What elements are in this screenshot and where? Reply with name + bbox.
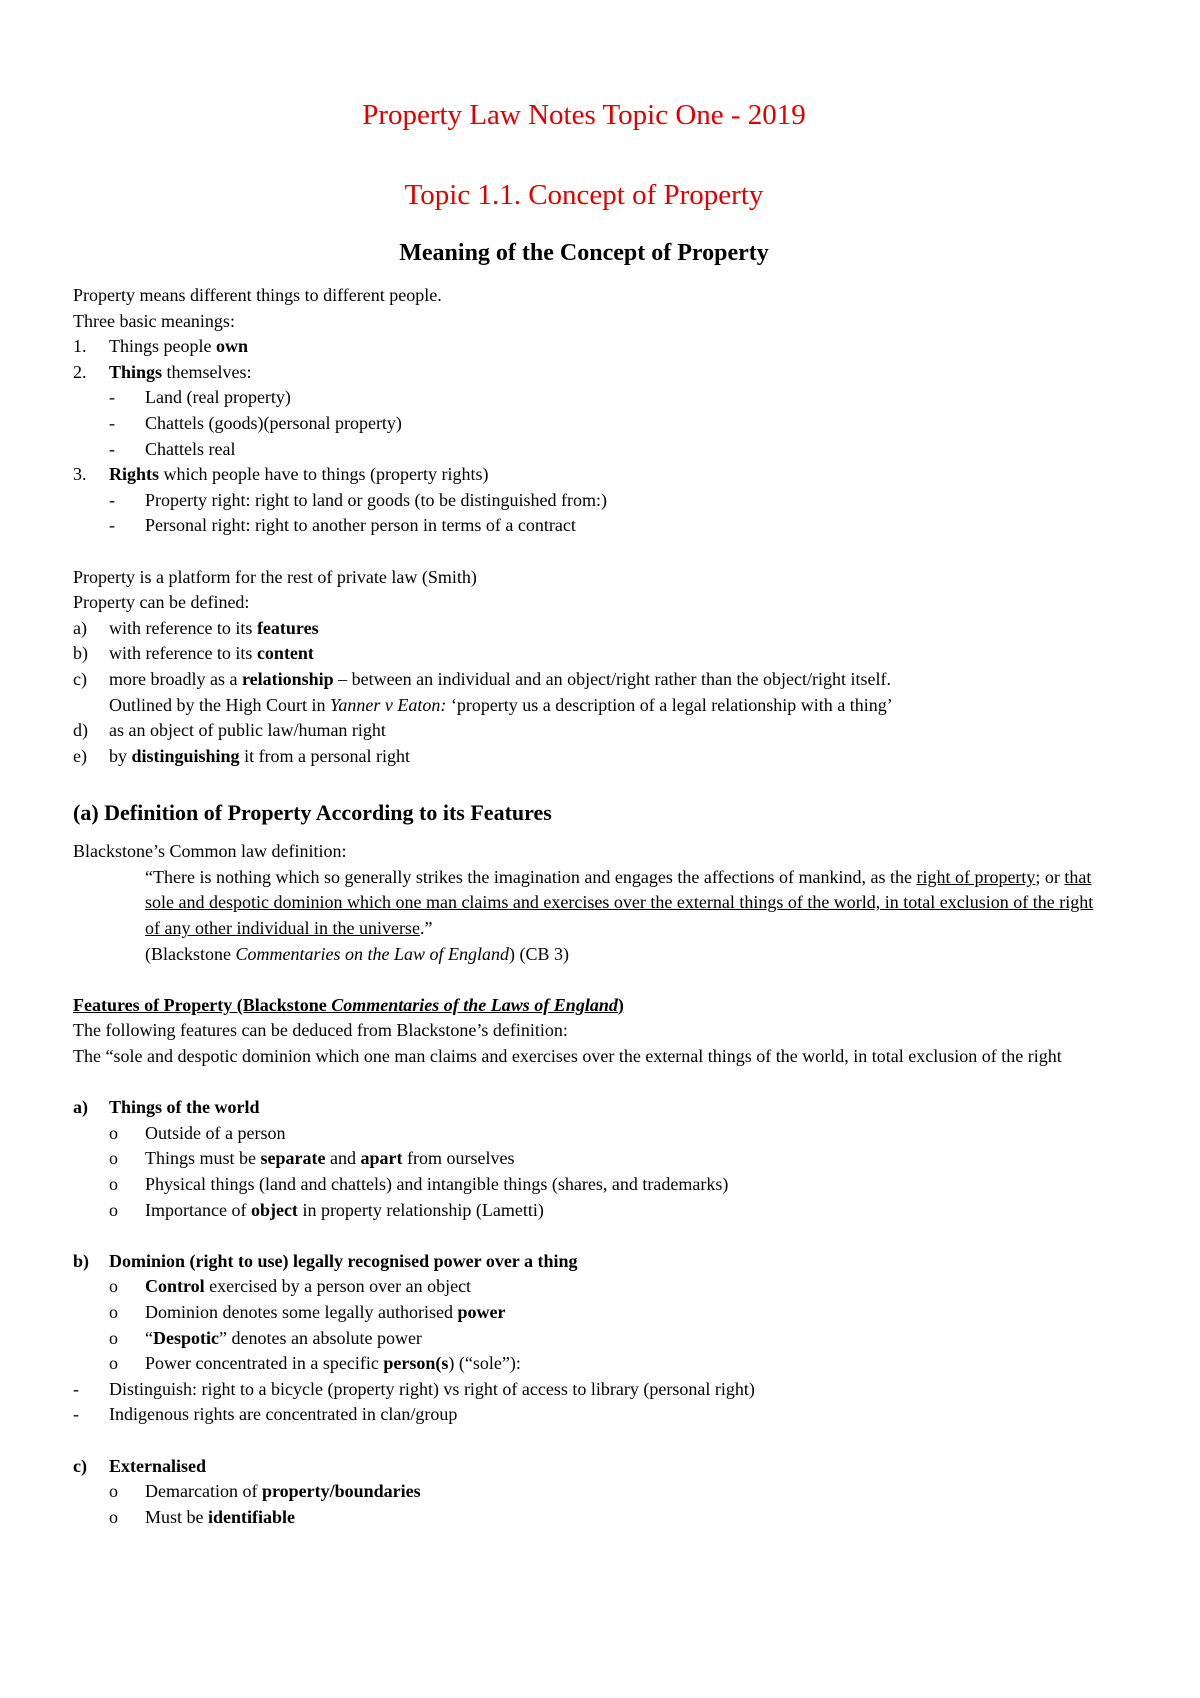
dash-marker: - (109, 515, 115, 536)
list-item (73, 616, 1095, 642)
blackstone-quote (73, 865, 1095, 967)
item-text: ‘property us a description of a legal relationship with a thing’ (446, 694, 893, 715)
citation-title: Commentaries on the Law of England (235, 943, 509, 964)
item-text: Must be (145, 1506, 208, 1527)
bullet-marker: o (109, 1353, 118, 1374)
bullet-marker: o (109, 1199, 118, 1220)
blackstone-label: Blackstone’s Common law definition: (73, 841, 347, 862)
item-text: as an object of public law/human right (109, 720, 386, 741)
heading-a: (a) Definition of Property According to its Features (73, 800, 552, 826)
item-bold: Control (145, 1276, 205, 1297)
case-name: Yanner v Eaton: (329, 694, 447, 715)
section-c-heading (73, 1454, 1095, 1480)
item-text: Things must be (145, 1148, 261, 1169)
list-item (73, 744, 1095, 770)
features-line: The following features can be deduced from Blackstone’s definition: (73, 1020, 568, 1041)
item-bold: Despotic (153, 1327, 219, 1348)
bullet-item (73, 1198, 1095, 1224)
bullet-marker: o (109, 1481, 118, 1502)
list-marker: b) (73, 643, 88, 664)
sub-list-item (73, 488, 1095, 514)
item-text: exercised by a person over an object (204, 1276, 472, 1297)
item-bold: relationship (241, 668, 334, 689)
dash-item (73, 1402, 1095, 1428)
item-bold: power (457, 1301, 506, 1322)
quote-text: ; or (1035, 866, 1065, 887)
list-item (73, 641, 1095, 667)
item-text: Outlined by the High Court in (109, 694, 330, 715)
list-item (73, 718, 1095, 744)
item-text: by (109, 745, 132, 766)
item-text: Outside of a person (145, 1122, 286, 1143)
list-marker: 2. (73, 361, 87, 382)
item-bold: distinguishing (131, 745, 240, 766)
spacer (73, 967, 1095, 993)
sub-list-item (73, 385, 1095, 411)
item-text: Chattels real (145, 438, 236, 459)
item-bold: property/boundaries (261, 1481, 421, 1502)
list-marker: 3. (73, 464, 87, 485)
quote-underlined: that sole and despotic dominion which one man claims and exercises over the external things of the world, in total exclusion of the right of any other individual in the universe (145, 866, 1094, 939)
list-marker: c) (73, 668, 87, 689)
list-item (73, 667, 1095, 693)
item-text: Importance of (145, 1199, 251, 1220)
item-bold: separate (260, 1148, 326, 1169)
bullet-marker: o (109, 1327, 118, 1348)
bullet-marker: o (109, 1174, 118, 1194)
item-text: ” denotes an absolute power (219, 1327, 422, 1348)
section-heading: Meaning of the Concept of Property (399, 240, 769, 266)
features-heading-text: ) (617, 994, 624, 1015)
item-text: and (325, 1148, 361, 1169)
item-text: with reference to its (109, 617, 257, 638)
item-text: more broadly as a (109, 668, 242, 689)
item-bold: apart (360, 1148, 403, 1169)
item-bold: own (215, 336, 248, 357)
section-marker: b) (73, 1250, 90, 1271)
topic-title: Topic 1.1. Concept of Property (404, 179, 764, 211)
platform-line: Property is a platform for the rest of private law (Smith) (73, 566, 477, 587)
quote-text: “There is nothing which so generally strikes the imagination and engages the affections of mankind, as the (145, 866, 917, 887)
spacer (73, 539, 1095, 565)
item-text: Distinguish: right to a bicycle (property right) vs right of access to library (personal right) (109, 1378, 755, 1399)
dash-item (73, 1377, 1095, 1403)
bullet-marker: o (109, 1506, 118, 1527)
section-marker: c) (73, 1455, 87, 1476)
bullet-item (73, 1326, 1095, 1352)
item-text: Things people (109, 336, 216, 357)
bullet-item (73, 1505, 1095, 1531)
bullet-marker: o (109, 1301, 118, 1322)
list-item (73, 334, 1095, 360)
dash-marker: - (73, 1404, 79, 1425)
bullet-item (73, 1146, 1095, 1172)
section-marker: a) (73, 1097, 88, 1118)
item-bold: content (256, 643, 314, 664)
spacer (73, 1428, 1095, 1454)
spacer (73, 827, 1095, 839)
features-heading-text: Features of Property (Blackstone (73, 994, 332, 1015)
item-text: themselves: (162, 361, 252, 382)
item-text: it from a personal right (239, 745, 411, 766)
item-text: Dominion denotes some legally authorised (145, 1301, 458, 1322)
item-text: Chattels (goods)(personal property) (145, 412, 402, 433)
features-heading (73, 993, 1095, 1019)
bullet-marker: o (109, 1276, 118, 1297)
spacer (73, 769, 1095, 799)
list-marker: a) (73, 617, 87, 638)
dash-marker: - (109, 412, 115, 433)
sub-list-item (73, 411, 1095, 437)
quote-text: .” (419, 918, 433, 939)
item-text: Property right: right to land or goods (to be distinguished from:) (145, 489, 607, 510)
spacer (73, 1070, 1095, 1096)
bullet-item (73, 1274, 1095, 1300)
item-bold: Things (109, 361, 163, 382)
item-text: in property relationship (Lametti) (297, 1199, 544, 1220)
features-heading-italic: Commentaries of the Laws of England (331, 994, 618, 1015)
item-text: which people have to things (property rights) (159, 464, 489, 485)
item-text: with reference to its (109, 643, 257, 664)
list-item-continuation (73, 693, 1095, 719)
bullet-marker: o (109, 1148, 118, 1169)
list-marker: e) (73, 745, 87, 766)
dash-marker: - (109, 438, 115, 459)
intro-line: Three basic meanings: (73, 310, 235, 331)
intro-line: Property means different things to different people. (73, 285, 442, 305)
item-text: ) (“sole”): (448, 1353, 521, 1374)
section-title: Things of the world (109, 1097, 260, 1118)
platform-line: Property can be defined: (73, 592, 250, 613)
bullet-item (73, 1300, 1095, 1326)
sub-list-item (73, 437, 1095, 463)
item-text: “ (145, 1327, 153, 1348)
item-text: Physical things (land and chattels) and intangible things (shares, and trademarks) (145, 1174, 729, 1194)
bullet-item (73, 1351, 1095, 1377)
document-title: Property Law Notes Topic One - 2019 (362, 99, 806, 131)
section-a-heading (73, 1095, 1095, 1121)
section-title: Dominion (right to use) legally recognised power over a thing (109, 1250, 578, 1271)
bullet-item (73, 1479, 1095, 1505)
item-bold: identifiable (208, 1506, 296, 1527)
item-text: from ourselves (402, 1148, 515, 1169)
item-text: Demarcation of (145, 1481, 262, 1502)
quote-underlined: right of property (916, 866, 1036, 887)
features-line: The “sole and despotic dominion which one man claims and exercises over the external things of the world, in total exclusion of the right (73, 1046, 1062, 1067)
item-text: – between an individual and an object/right rather than the object/right itself. (333, 668, 891, 689)
spacer (73, 1223, 1095, 1249)
bullet-item (73, 1121, 1095, 1147)
citation-text: ) (CB 3) (508, 943, 569, 964)
sub-list-item (73, 513, 1095, 539)
item-text: Indigenous rights are concentrated in clan/group (109, 1404, 458, 1425)
dash-marker: - (73, 1378, 79, 1399)
section-b-heading (73, 1249, 1095, 1275)
item-bold: object (250, 1199, 298, 1220)
list-marker: d) (73, 720, 88, 741)
dash-marker: - (109, 489, 115, 510)
item-text: Personal right: right to another person in terms of a contract (145, 515, 576, 536)
item-text: Land (real property) (145, 387, 291, 408)
bullet-marker: o (109, 1122, 118, 1143)
item-text: Power concentrated in a specific (145, 1353, 384, 1374)
item-bold: Rights (109, 464, 160, 485)
dash-marker: - (109, 387, 115, 408)
list-item (73, 462, 1095, 488)
section-title: Externalised (109, 1455, 206, 1476)
item-bold: features (256, 617, 319, 638)
list-item (73, 360, 1095, 386)
bullet-item (73, 1172, 1095, 1198)
item-bold: person(s (383, 1353, 449, 1374)
citation-text: (Blackstone (145, 943, 236, 964)
list-marker: 1. (73, 336, 87, 357)
